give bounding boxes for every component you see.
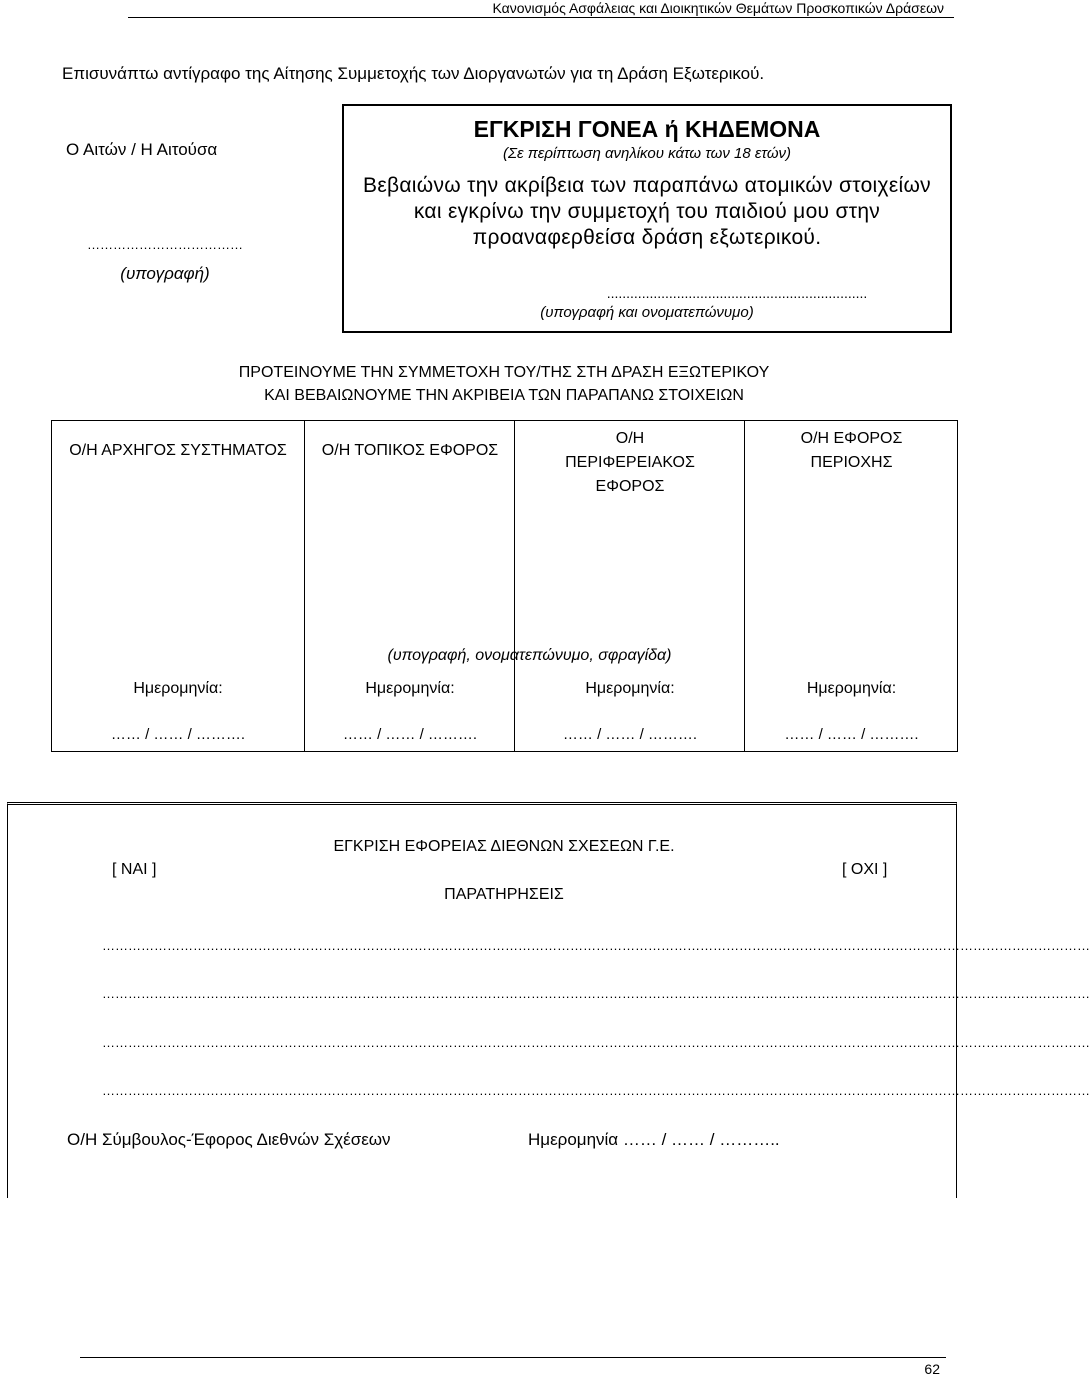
- yes-option[interactable]: [ ΝΑΙ ]: [112, 861, 157, 878]
- proposal-line-1: ΠΡΟΤΕΙΝΟΥΜΕ ΤΗΝ ΣΥΜΜΕΤΟΧΗ ΤΟΥ/ΤΗΣ ΣΤΗ ΔΡΑΣΗ ΕΞΩΤΕΡΙΚΟΥ: [238, 364, 770, 381]
- counsel-date-field[interactable]: Ημερομηνία …… / …… / ………..: [528, 1130, 780, 1149]
- date-label: Ημερομηνία:: [365, 680, 455, 697]
- counsel-label: Ο/Η Σύμβουλος-Έφορος Διεθνών Σχέσεων: [67, 1130, 391, 1149]
- applicant-signature-line[interactable]: ………………………………: [87, 237, 243, 252]
- signatory-regional-commissioner: [514, 421, 745, 751]
- signatory-system-leader: [52, 421, 304, 751]
- parent-approval-body: Βεβαιώνω την ακρίβεια των παραπάνω ατομικών στοιχείων και εγκρίνω την συμμετοχή του παιδιού μου στην προαναφερθείσα δράση εξωτερικού.: [363, 174, 931, 249]
- signatory-local-commissioner: [304, 421, 515, 751]
- date-field[interactable]: …… / …… / ……….: [562, 726, 698, 743]
- proposal-line-2: ΚΑΙ ΒΕΒΑΙΩΝΟΥΜΕ ΤΗΝ ΑΚΡΙΒΕΙΑ ΤΩΝ ΠΑΡΑΠΑΝΩ ΣΤΟΙΧΕΙΩΝ: [264, 387, 744, 404]
- remarks-line[interactable]: …………………………………………………………………………………………………………………………………………………………………………………………………………: [102, 986, 1090, 1001]
- signatories-table: [51, 420, 958, 752]
- international-approval-title: ΕΓΚΡΙΣΗ ΕΦΟΡΕΙΑΣ ΔΙΕΘΝΩΝ ΣΧΕΣΕΩΝ Γ.Ε.: [333, 838, 675, 855]
- parent-signature-label: (υπογραφή και ονοματεπώνυμο): [540, 304, 754, 321]
- no-option[interactable]: [ ΟΧΙ ]: [842, 861, 888, 878]
- applicant-label: Ο Αιτών / Η Αιτούσα: [66, 140, 218, 159]
- remarks-line[interactable]: …………………………………………………………………………………………………………………………………………………………………………………………………………: [102, 938, 1090, 953]
- date-field[interactable]: …… / …… / ……….: [342, 726, 478, 743]
- intro-text: Επισυνάπτω αντίγραφο της Αίτησης Συμμετοχής των Διοργανωτών για τη Δράση Εξωτερικού.: [62, 64, 765, 83]
- date-field[interactable]: …… / …… / ……….: [784, 726, 919, 743]
- applicant-signature-label: (υπογραφή): [120, 264, 210, 283]
- signature-note: (υπογραφή, ονοματεπώνυμο, σφραγίδα): [387, 647, 672, 664]
- date-label: Ημερομηνία:: [806, 680, 897, 697]
- remarks-line[interactable]: …………………………………………………………………………………………………………………………………………………………………………………………………………: [102, 1083, 1090, 1098]
- signatory-area-commissioner: [744, 421, 958, 751]
- date-label: Ημερομηνία:: [585, 680, 675, 697]
- parent-approval-title: ΕΓΚΡΙΣΗ ΓΟΝΕΑ ή ΚΗΔΕΜΟΝΑ: [473, 116, 821, 142]
- signatory-title: Ο/Η ΑΡΧΗΓΟΣ ΣΥΣΤΗΜΑΤΟΣ: [69, 442, 287, 459]
- running-header: Κανονισμός Ασφάλειας και Διοικητικών Θεμάτων Προσκοπικών Δράσεων: [492, 0, 944, 16]
- date-label: Ημερομηνία:: [133, 680, 223, 697]
- remarks-line[interactable]: …………………………………………………………………………………………………………………………………………………………………………………………………………: [102, 1035, 1090, 1050]
- signatory-title: Ο/Η ΤΟΠΙΚΟΣ ΕΦΟΡΟΣ: [321, 442, 499, 459]
- header-rule: [128, 17, 954, 18]
- page-number: 62: [924, 1361, 940, 1377]
- parent-approval-subtitle: (Σε περίπτωση ανηλίκου κάτω των 18 ετών): [502, 145, 792, 162]
- signatory-title: Ο/Η ΠΕΡΙΦΕΡΕΙΑΚΟΣ ΕΦΟΡΟΣ: [565, 430, 695, 495]
- remarks-label: ΠΑΡΑΤΗΡΗΣΕΙΣ: [444, 886, 564, 903]
- parent-approval-box: [342, 104, 952, 333]
- footer-rule: [80, 1357, 946, 1358]
- signatory-title: Ο/Η ΕΦΟΡΟΣ ΠΕΡΙΟΧΗΣ: [800, 430, 903, 471]
- parent-signature-line[interactable]: ...................................................................: [606, 285, 868, 301]
- date-field[interactable]: …… / …… / ……….: [110, 726, 246, 743]
